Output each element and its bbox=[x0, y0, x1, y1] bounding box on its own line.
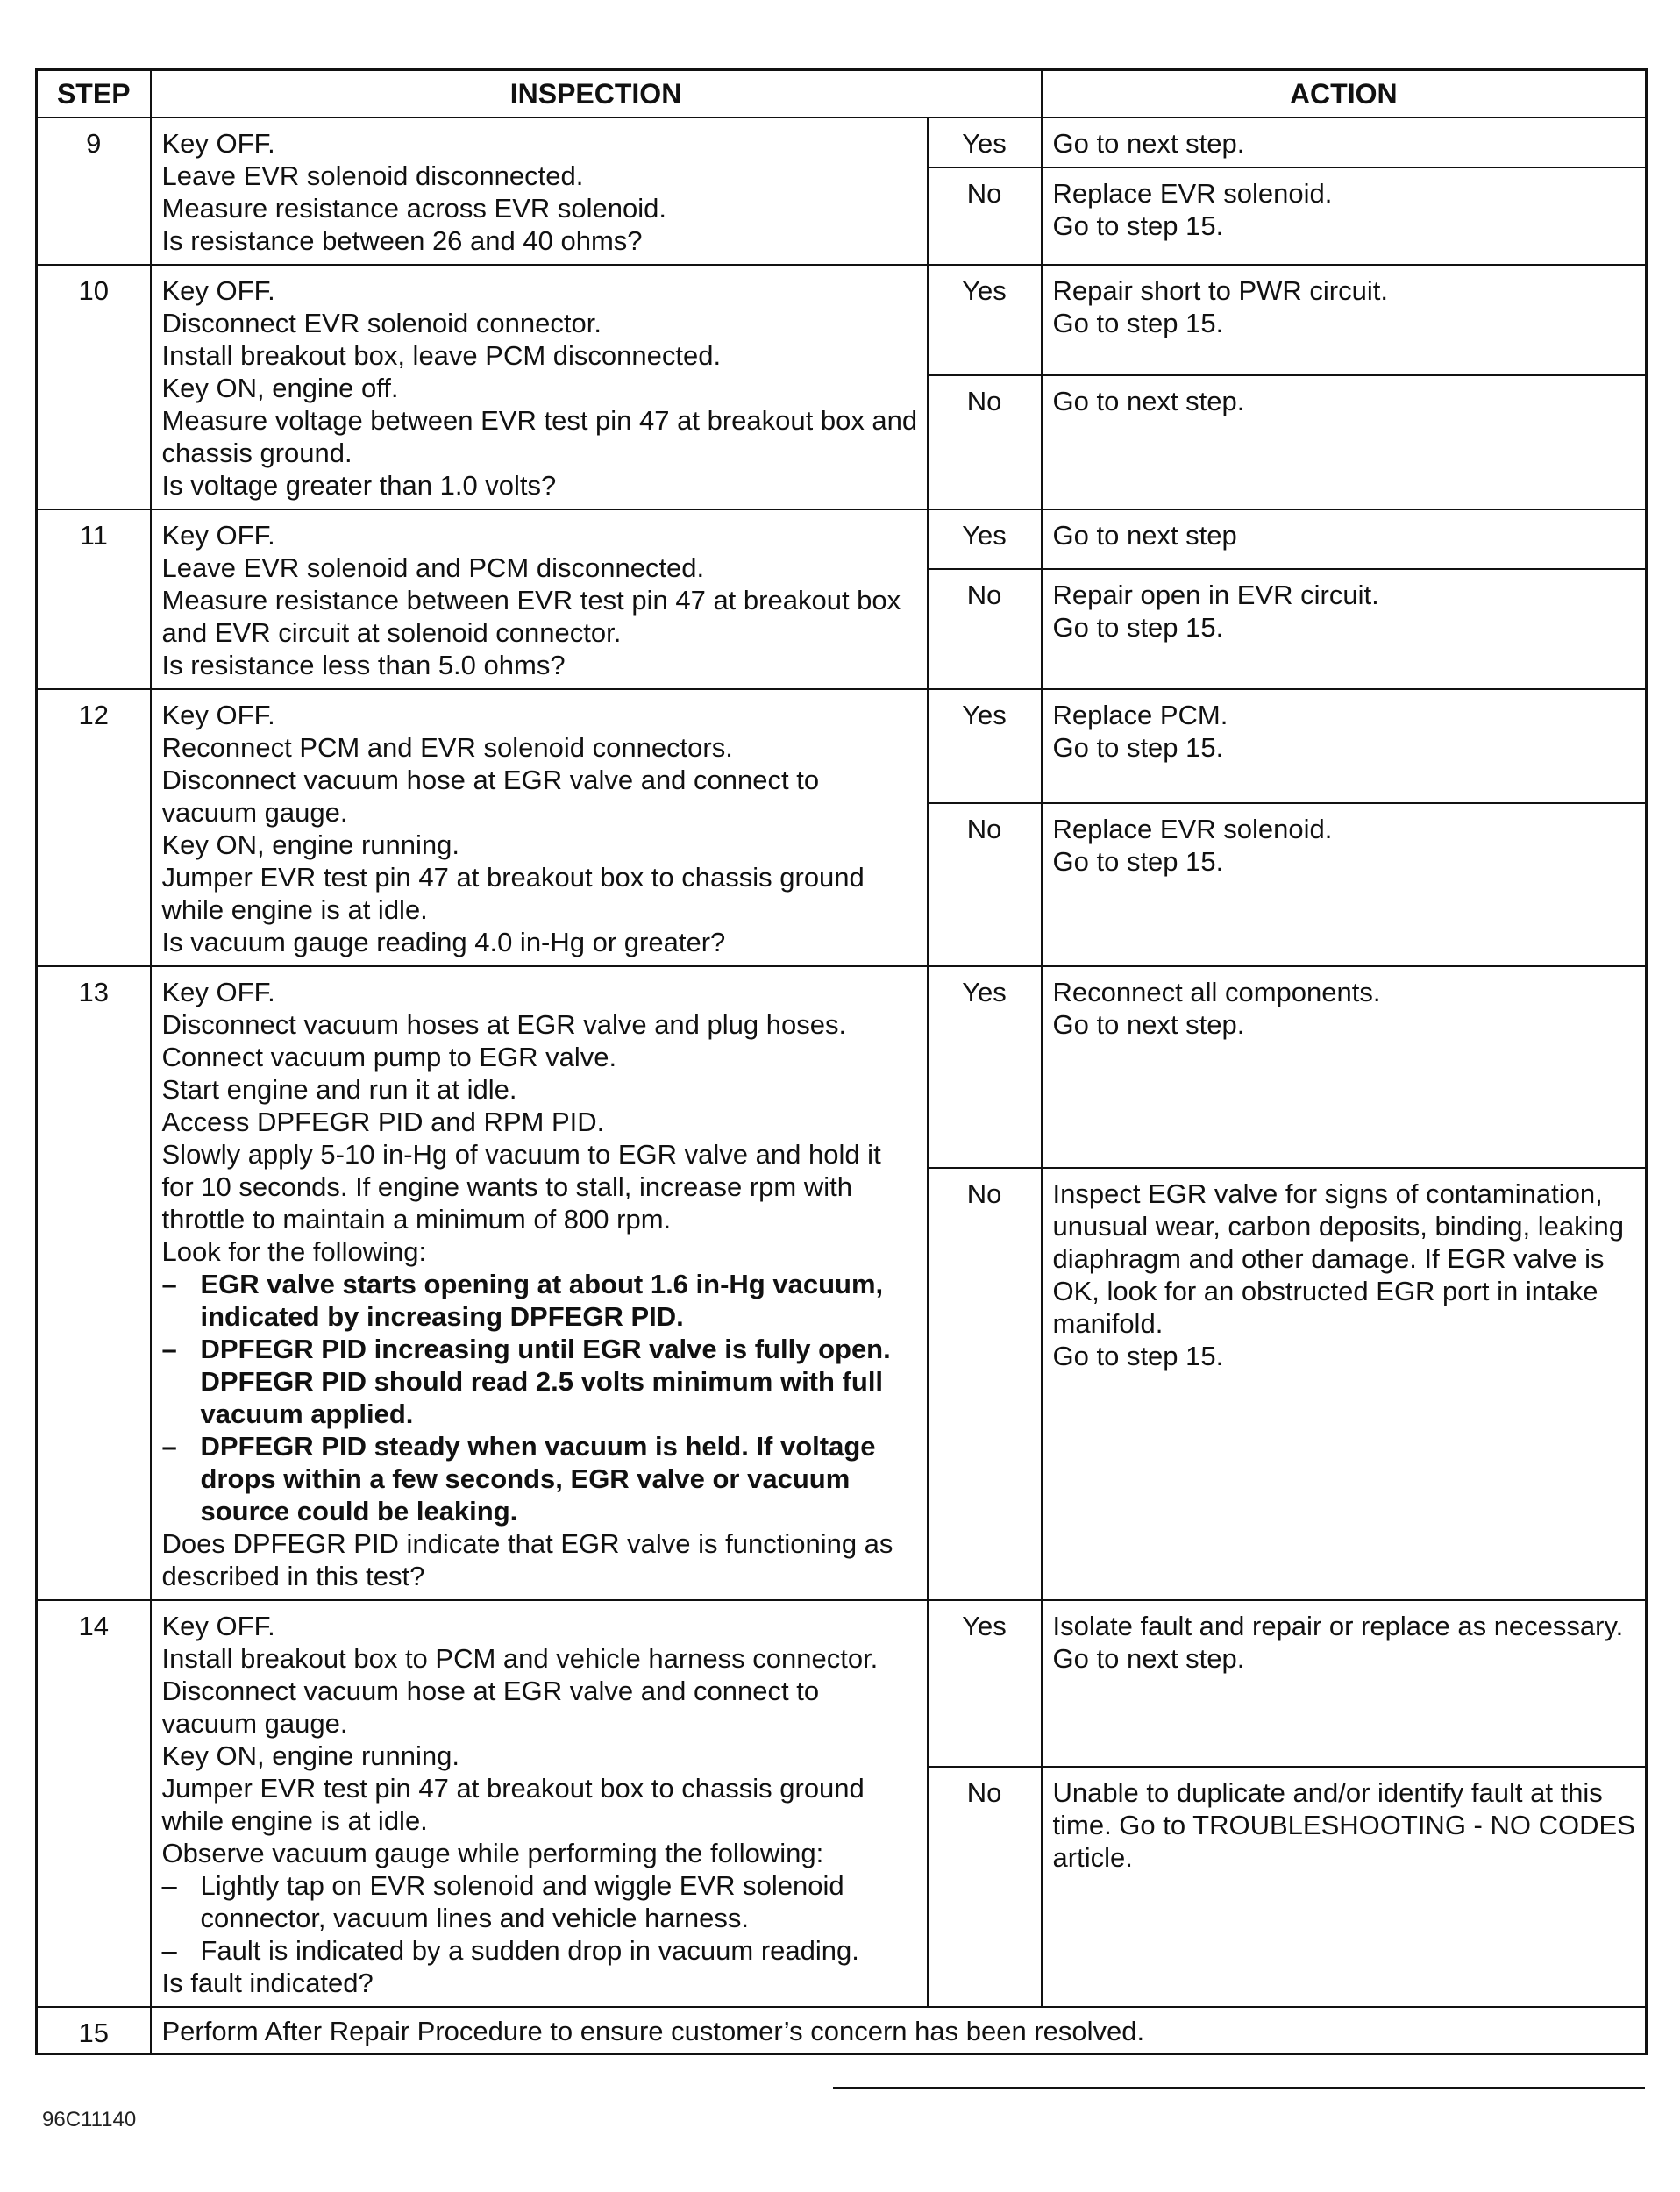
bullet-dash: – bbox=[161, 1334, 177, 1364]
inspection-cell bbox=[151, 689, 928, 966]
step-row-yes bbox=[37, 265, 1647, 375]
step-number: 15 bbox=[37, 2007, 151, 2054]
no-action bbox=[1042, 1767, 1647, 2007]
inspection-line: Is resistance between 26 and 40 ohms? bbox=[161, 225, 643, 256]
action-line: Go to next step. bbox=[1052, 128, 1245, 159]
inspection-cell bbox=[151, 966, 928, 1600]
no-action bbox=[1042, 375, 1647, 509]
no-action bbox=[1042, 1168, 1647, 1600]
yes-action bbox=[1042, 117, 1647, 167]
action-line: Go to step 15. bbox=[1052, 732, 1224, 763]
action-line: Go to step 15. bbox=[1052, 1341, 1224, 1371]
step-row-yes bbox=[37, 509, 1647, 569]
no-label: No bbox=[928, 1168, 1042, 1600]
action-line: Go to step 15. bbox=[1052, 210, 1224, 241]
action-line: Inspect EGR valve for signs of contamination, unusual wear, carbon deposits, binding, leaking diaphragm and other damage. If EGR valve is OK, look for an obstructed EGR port in intake manifold. bbox=[1052, 1178, 1624, 1339]
inspection-bullet bbox=[162, 1333, 918, 1430]
step-row-yes bbox=[37, 1600, 1647, 1767]
inspection-line: Observe vacuum gauge while performing the following: bbox=[161, 1838, 824, 1868]
action-line: Go to step 15. bbox=[1052, 612, 1224, 643]
header-inspection: INSPECTION bbox=[151, 70, 1042, 118]
inspection-line: Key ON, engine off. bbox=[161, 373, 399, 403]
inspection-cell bbox=[151, 117, 928, 265]
step-number: 9 bbox=[37, 117, 151, 265]
action-line: Go to next step. bbox=[1052, 1009, 1245, 1040]
action-line: Repair short to PWR circuit. bbox=[1052, 275, 1388, 306]
inspection-line: Key ON, engine running. bbox=[161, 1740, 459, 1771]
action-line: Replace PCM. bbox=[1052, 700, 1228, 730]
step-row-yes bbox=[37, 689, 1647, 803]
step-row-yes bbox=[37, 117, 1647, 167]
no-action bbox=[1042, 569, 1647, 689]
bullet-text: Fault is indicated by a sudden drop in vacuum reading. bbox=[200, 1935, 859, 1966]
diagnostic-table bbox=[35, 68, 1648, 2055]
inspection-line: Connect vacuum pump to EGR valve. bbox=[161, 1042, 617, 1072]
inspection-bullet bbox=[162, 1268, 918, 1333]
no-label: No bbox=[928, 167, 1042, 265]
yes-label: Yes bbox=[928, 966, 1042, 1168]
bullet-text: DPFEGR PID steady when vacuum is held. If voltage drops within a few seconds, EGR valve or vacuum source could be leaking. bbox=[200, 1431, 876, 1527]
inspection-bullet bbox=[162, 1869, 918, 1934]
final-instruction: Perform After Repair Procedure to ensure customer’s concern has been resolved. bbox=[151, 2007, 1647, 2054]
no-label: No bbox=[928, 569, 1042, 689]
inspection-line: Key OFF. bbox=[161, 128, 275, 159]
step-number: 11 bbox=[37, 509, 151, 689]
inspection-line: Disconnect EVR solenoid connector. bbox=[161, 308, 602, 338]
inspection-line: Leave EVR solenoid and PCM disconnected. bbox=[161, 552, 705, 583]
action-line: Go to next step. bbox=[1052, 1643, 1245, 1674]
action-line: Go to step 15. bbox=[1052, 846, 1224, 877]
action-line: Go to step 15. bbox=[1052, 308, 1224, 338]
no-action bbox=[1042, 803, 1647, 966]
inspection-line: Does DPFEGR PID indicate that EGR valve is functioning as described in this test? bbox=[161, 1528, 893, 1591]
header-step: STEP bbox=[37, 70, 151, 118]
action-line: Repair open in EVR circuit. bbox=[1052, 580, 1379, 610]
inspection-line: Install breakout box, leave PCM disconnected. bbox=[161, 340, 722, 371]
no-label: No bbox=[928, 375, 1042, 509]
yes-action bbox=[1042, 1600, 1647, 1767]
action-line: Go to next step. bbox=[1052, 386, 1245, 416]
inspection-line: Leave EVR solenoid disconnected. bbox=[161, 160, 584, 191]
no-label: No bbox=[928, 803, 1042, 966]
action-line: Unable to duplicate and/or identify fault at this time. Go to TROUBLESHOOTING - NO CODES article. bbox=[1052, 1777, 1635, 1873]
inspection-bullet bbox=[162, 1430, 918, 1527]
header-action: ACTION bbox=[1042, 70, 1647, 118]
inspection-line: Key OFF. bbox=[161, 275, 275, 306]
inspection-line: Access DPFEGR PID and RPM PID. bbox=[161, 1107, 605, 1137]
inspection-line: Start engine and run it at idle. bbox=[161, 1074, 517, 1105]
bullet-dash: – bbox=[161, 1935, 177, 1966]
inspection-cell bbox=[151, 1600, 928, 2007]
inspection-line: Install breakout box to PCM and vehicle harness connector. bbox=[161, 1643, 879, 1674]
header-row bbox=[37, 70, 1647, 118]
yes-label: Yes bbox=[928, 265, 1042, 375]
yes-label: Yes bbox=[928, 509, 1042, 569]
bullet-dash: – bbox=[161, 1431, 177, 1462]
yes-action bbox=[1042, 509, 1647, 569]
inspection-line: Key OFF. bbox=[161, 700, 275, 730]
inspection-cell bbox=[151, 265, 928, 509]
inspection-cell bbox=[151, 509, 928, 689]
inspection-bullet bbox=[162, 1934, 918, 1967]
bullet-text: DPFEGR PID increasing until EGR valve is fully open. DPFEGR PID should read 2.5 volts minimum with full vacuum applied. bbox=[200, 1334, 891, 1429]
inspection-line: Is vacuum gauge reading 4.0 in-Hg or greater? bbox=[161, 927, 726, 957]
figure-id: 96C11140 bbox=[42, 2108, 137, 2132]
action-line: Replace EVR solenoid. bbox=[1052, 814, 1333, 844]
bullet-text: EGR valve starts opening at about 1.6 in-Hg vacuum, indicated by increasing DPFEGR PID. bbox=[200, 1269, 884, 1332]
final-row bbox=[37, 2007, 1647, 2054]
action-line: Go to next step bbox=[1052, 520, 1237, 551]
inspection-line: Key OFF. bbox=[161, 1611, 275, 1641]
inspection-line: Measure resistance across EVR solenoid. bbox=[161, 193, 666, 224]
bullet-dash: – bbox=[161, 1870, 177, 1901]
bullet-dash: – bbox=[161, 1269, 177, 1299]
inspection-line: Slowly apply 5-10 in-Hg of vacuum to EGR valve and hold it for 10 seconds. If engine wants to stall, increase rpm with throttle to maintain a minimum of 800 rpm. bbox=[161, 1139, 881, 1235]
inspection-line: Disconnect vacuum hose at EGR valve and connect to vacuum gauge. bbox=[161, 765, 820, 828]
inspection-line: Key OFF. bbox=[161, 520, 275, 551]
step-number: 12 bbox=[37, 689, 151, 966]
inspection-line: Look for the following: bbox=[161, 1236, 427, 1267]
step-number: 14 bbox=[37, 1600, 151, 2007]
yes-action bbox=[1042, 966, 1647, 1168]
no-action bbox=[1042, 167, 1647, 265]
inspection-line: Jumper EVR test pin 47 at breakout box to chassis ground while engine is at idle. bbox=[161, 862, 865, 925]
inspection-line: Is fault indicated? bbox=[161, 1968, 374, 1998]
inspection-line: Is voltage greater than 1.0 volts? bbox=[161, 470, 557, 501]
inspection-line: Key ON, engine running. bbox=[161, 829, 459, 860]
bottom-rule bbox=[833, 2087, 1645, 2089]
inspection-line: Reconnect PCM and EVR solenoid connectors. bbox=[161, 732, 733, 763]
yes-action bbox=[1042, 689, 1647, 803]
yes-label: Yes bbox=[928, 689, 1042, 803]
inspection-line: Disconnect vacuum hose at EGR valve and connect to vacuum gauge. bbox=[161, 1676, 820, 1739]
inspection-line: Jumper EVR test pin 47 at breakout box to chassis ground while engine is at idle. bbox=[161, 1773, 865, 1836]
inspection-line: Measure resistance between EVR test pin 47 at breakout box and EVR circuit at solenoid connector. bbox=[161, 585, 901, 648]
yes-label: Yes bbox=[928, 1600, 1042, 1767]
action-line: Reconnect all components. bbox=[1052, 977, 1381, 1007]
inspection-line: Disconnect vacuum hoses at EGR valve and plug hoses. bbox=[161, 1009, 847, 1040]
inspection-line: Key OFF. bbox=[161, 977, 275, 1007]
bullet-text: Lightly tap on EVR solenoid and wiggle EVR solenoid connector, vacuum lines and vehicle harness. bbox=[200, 1870, 844, 1933]
yes-action bbox=[1042, 265, 1647, 375]
action-line: Isolate fault and repair or replace as necessary. bbox=[1052, 1611, 1624, 1641]
table-body bbox=[37, 117, 1647, 2054]
yes-label: Yes bbox=[928, 117, 1042, 167]
step-row-yes bbox=[37, 966, 1647, 1168]
step-number: 10 bbox=[37, 265, 151, 509]
inspection-line: Measure voltage between EVR test pin 47 at breakout box and chassis ground. bbox=[161, 405, 918, 468]
no-label: No bbox=[928, 1767, 1042, 2007]
action-line: Replace EVR solenoid. bbox=[1052, 178, 1333, 209]
inspection-line: Is resistance less than 5.0 ohms? bbox=[161, 650, 566, 680]
step-number: 13 bbox=[37, 966, 151, 1600]
